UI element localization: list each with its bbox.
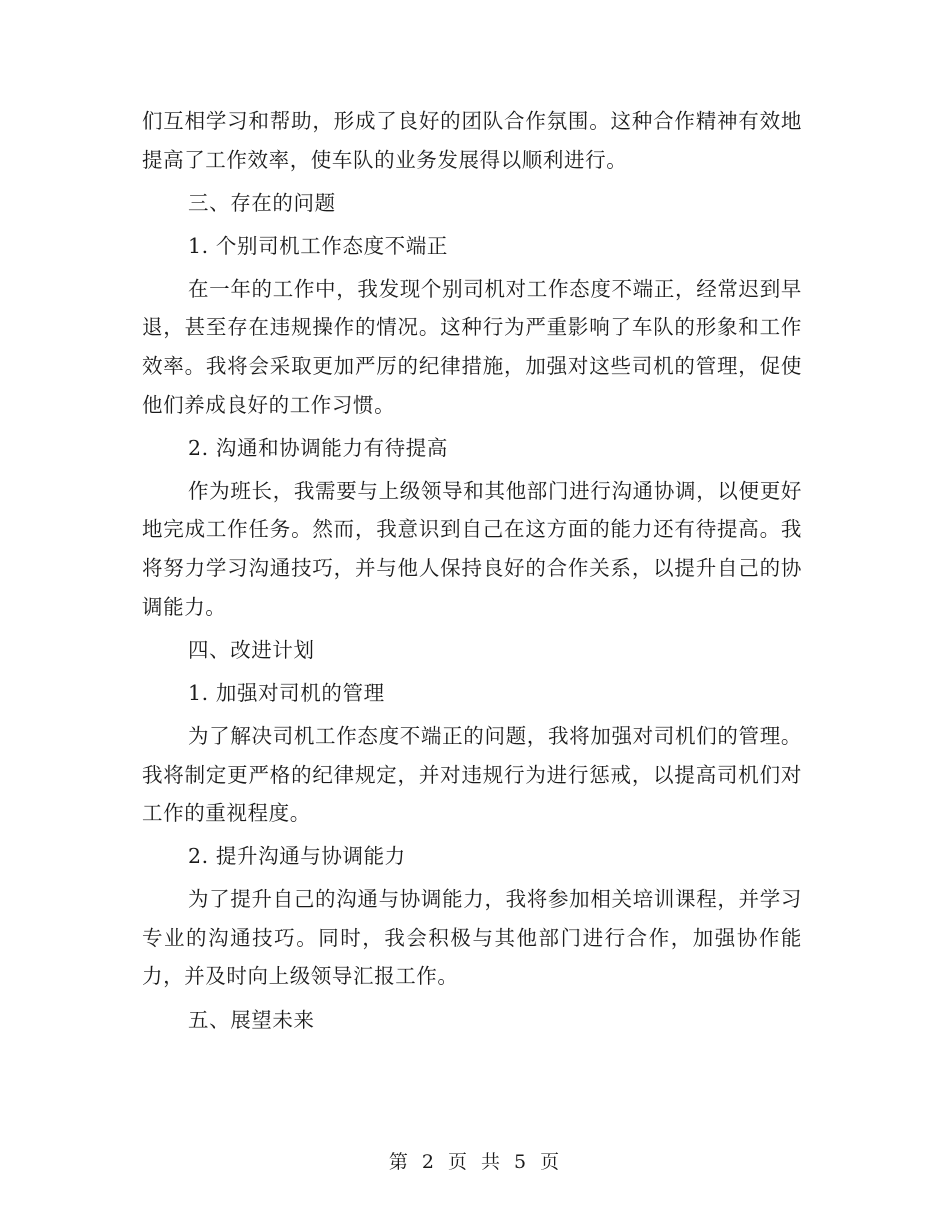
subsection-heading: 1. 个别司机工作态度不端正 <box>188 233 448 258</box>
body-paragraph: 在一年的工作中，我发现个别司机对工作态度不端正，经常迟到早退，甚至存在违规操作的情况。这种行为严重影响了车队的形象和工作效率。我将会采取更加严厉的纪律措施，加强对这些司机的管理，促使他们养成良好的工作习惯。 <box>142 276 802 417</box>
subsection-heading: 2. 沟通和协调能力有待提高 <box>188 435 448 460</box>
body-paragraph: 们互相学习和帮助，形成了良好的团队合作氛围。这种合作精神有效地提高了工作效率，使车队的业务发展得以顺利进行。 <box>142 109 802 172</box>
section-heading: 四、改进计划 <box>188 637 315 662</box>
subsection-heading: 1. 加强对司机的管理 <box>188 680 385 705</box>
body-paragraph: 为了提升自己的沟通与协调能力，我将参加相关培训课程，并学习专业的沟通技巧。同时，我会积极与其他部门进行合作，加强协作能力，并及时向上级领导汇报工作。 <box>142 887 802 989</box>
subsection-heading: 2. 提升沟通与协调能力 <box>188 844 406 869</box>
page-footer: 第 2 页 共 5 页 <box>388 1151 562 1173</box>
document-body <box>142 102 802 1039</box>
body-paragraph: 为了解决司机工作态度不端正的问题，我将加强对司机们的管理。我将制定更严格的纪律规定，并对违规行为进行惩戒，以提高司机们对工作的重视程度。 <box>142 723 802 826</box>
section-heading: 三、存在的问题 <box>188 190 336 215</box>
body-paragraph: 作为班长，我需要与上级领导和其他部门进行沟通协调，以便更好地完成工作任务。然而，我意识到自己在这方面的能力还有待提高。我将努力学习沟通技巧，并与他人保持良好的合作关系，以提升自己的协调能力。 <box>142 478 802 619</box>
section-heading: 五、展望未来 <box>188 1007 315 1032</box>
